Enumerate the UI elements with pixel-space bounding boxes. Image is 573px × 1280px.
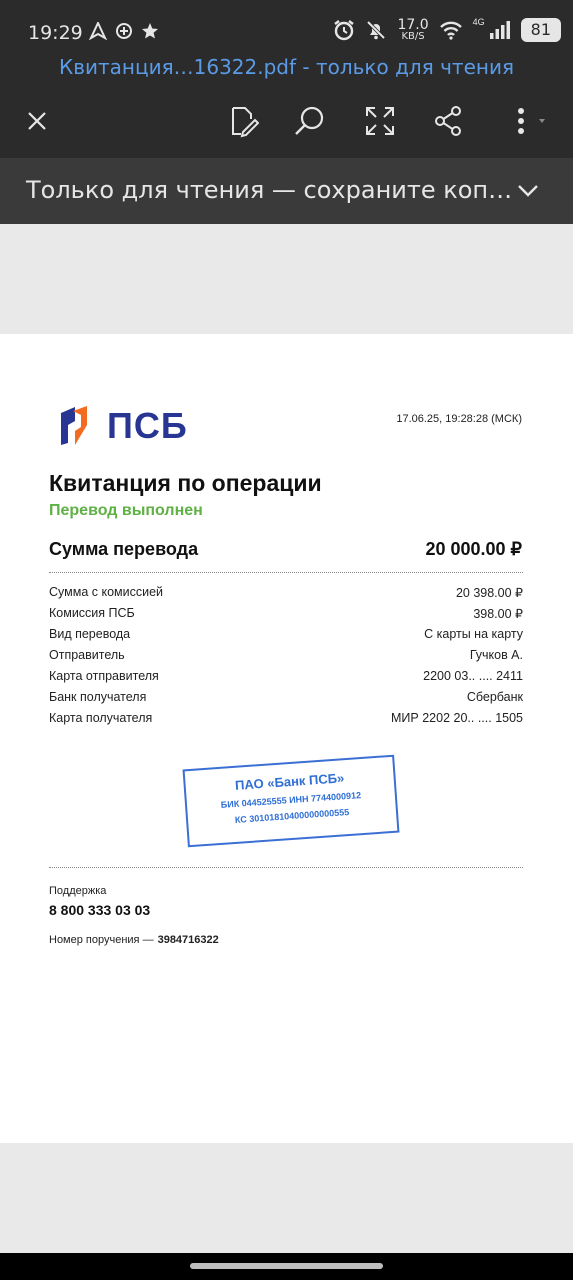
- document-title: Квитанция…16322.pdf - только для чтения: [59, 55, 514, 79]
- receipt-title: Квитанция по операции: [49, 470, 322, 496]
- read-only-banner[interactable]: [0, 158, 573, 224]
- more-icon: [503, 104, 549, 138]
- chevron-down-icon[interactable]: [515, 178, 541, 204]
- search-icon: [293, 104, 327, 138]
- order-number: 3984716322: [157, 934, 219, 946]
- share-icon: [431, 104, 465, 138]
- detail-row: Сумма с комиссией 20 398.00 ₽: [49, 585, 523, 600]
- alarm-icon: [333, 19, 355, 41]
- bell-off-icon: [365, 19, 387, 41]
- receipt-details: [49, 585, 523, 732]
- order-number-line: [49, 934, 219, 946]
- detail-row: Вид перевода С карты на карту: [49, 627, 523, 641]
- detail-row: Отправитель Гучков А.: [49, 648, 523, 662]
- edit-button[interactable]: [223, 102, 261, 140]
- detail-row: Комиссия ПСБ 398.00 ₽: [49, 606, 523, 621]
- sum-value: 20 000.00 ₽: [425, 539, 522, 559]
- network-type: 4G: [472, 17, 485, 27]
- star-icon: [141, 22, 159, 40]
- stamp-bank-name: ПАО «Банк ПСБ»: [234, 770, 345, 793]
- navigation-bar: [0, 1253, 573, 1280]
- divider: [49, 867, 523, 868]
- transfer-status: Перевод выполнен: [49, 502, 203, 519]
- stamp-ks: КС 30101810400000000555: [234, 806, 350, 825]
- share-button[interactable]: [429, 102, 467, 140]
- support-label: Поддержка: [49, 885, 107, 897]
- document-title-bar: [0, 52, 573, 82]
- close-button[interactable]: [18, 102, 56, 140]
- clock: 19:29: [28, 22, 83, 44]
- document-background: [0, 224, 573, 334]
- network-speed: 17.0 KB/S: [397, 16, 429, 42]
- detail-row: Банк получателя Сбербанк: [49, 690, 523, 704]
- stamp-bik-inn: БИК 044525555 ИНН 7744000912: [220, 790, 362, 810]
- document-background: [0, 1143, 573, 1253]
- search-button[interactable]: [291, 102, 329, 140]
- battery-icon: 81: [521, 18, 561, 42]
- divider: [49, 572, 523, 573]
- fullscreen-button[interactable]: [361, 102, 399, 140]
- order-label: Номер поручения —: [49, 934, 154, 946]
- psb-logo: [53, 405, 188, 447]
- signal-icon: [489, 20, 511, 40]
- plus-circle-icon: [115, 22, 133, 40]
- fullscreen-icon: [363, 104, 397, 138]
- navigation-icon: [89, 22, 107, 40]
- pdf-page[interactable]: [0, 334, 573, 1143]
- viewer-toolbar: [0, 82, 573, 158]
- bank-stamp: [183, 755, 400, 848]
- banner-text: Только для чтения — сохраните коп…: [26, 176, 513, 204]
- edit-icon: [225, 104, 259, 138]
- logo-text: ПСБ: [107, 405, 188, 446]
- more-button[interactable]: [500, 102, 552, 140]
- home-gesture-handle[interactable]: [190, 1263, 383, 1269]
- psb-logo-icon: [53, 405, 95, 447]
- receipt-timestamp: 17.06.25, 19:28:28 (МСК): [396, 413, 522, 425]
- status-bar: [0, 0, 573, 52]
- wifi-icon: [439, 20, 463, 40]
- close-icon: [20, 104, 54, 138]
- support-phone[interactable]: 8 800 333 03 03: [49, 902, 151, 918]
- sum-label: Сумма перевода: [49, 539, 199, 559]
- detail-row: Карта отправителя 2200 03.. .... 2411: [49, 669, 523, 683]
- detail-row: Карта получателя МИР 2202 20.. .... 1505: [49, 711, 523, 725]
